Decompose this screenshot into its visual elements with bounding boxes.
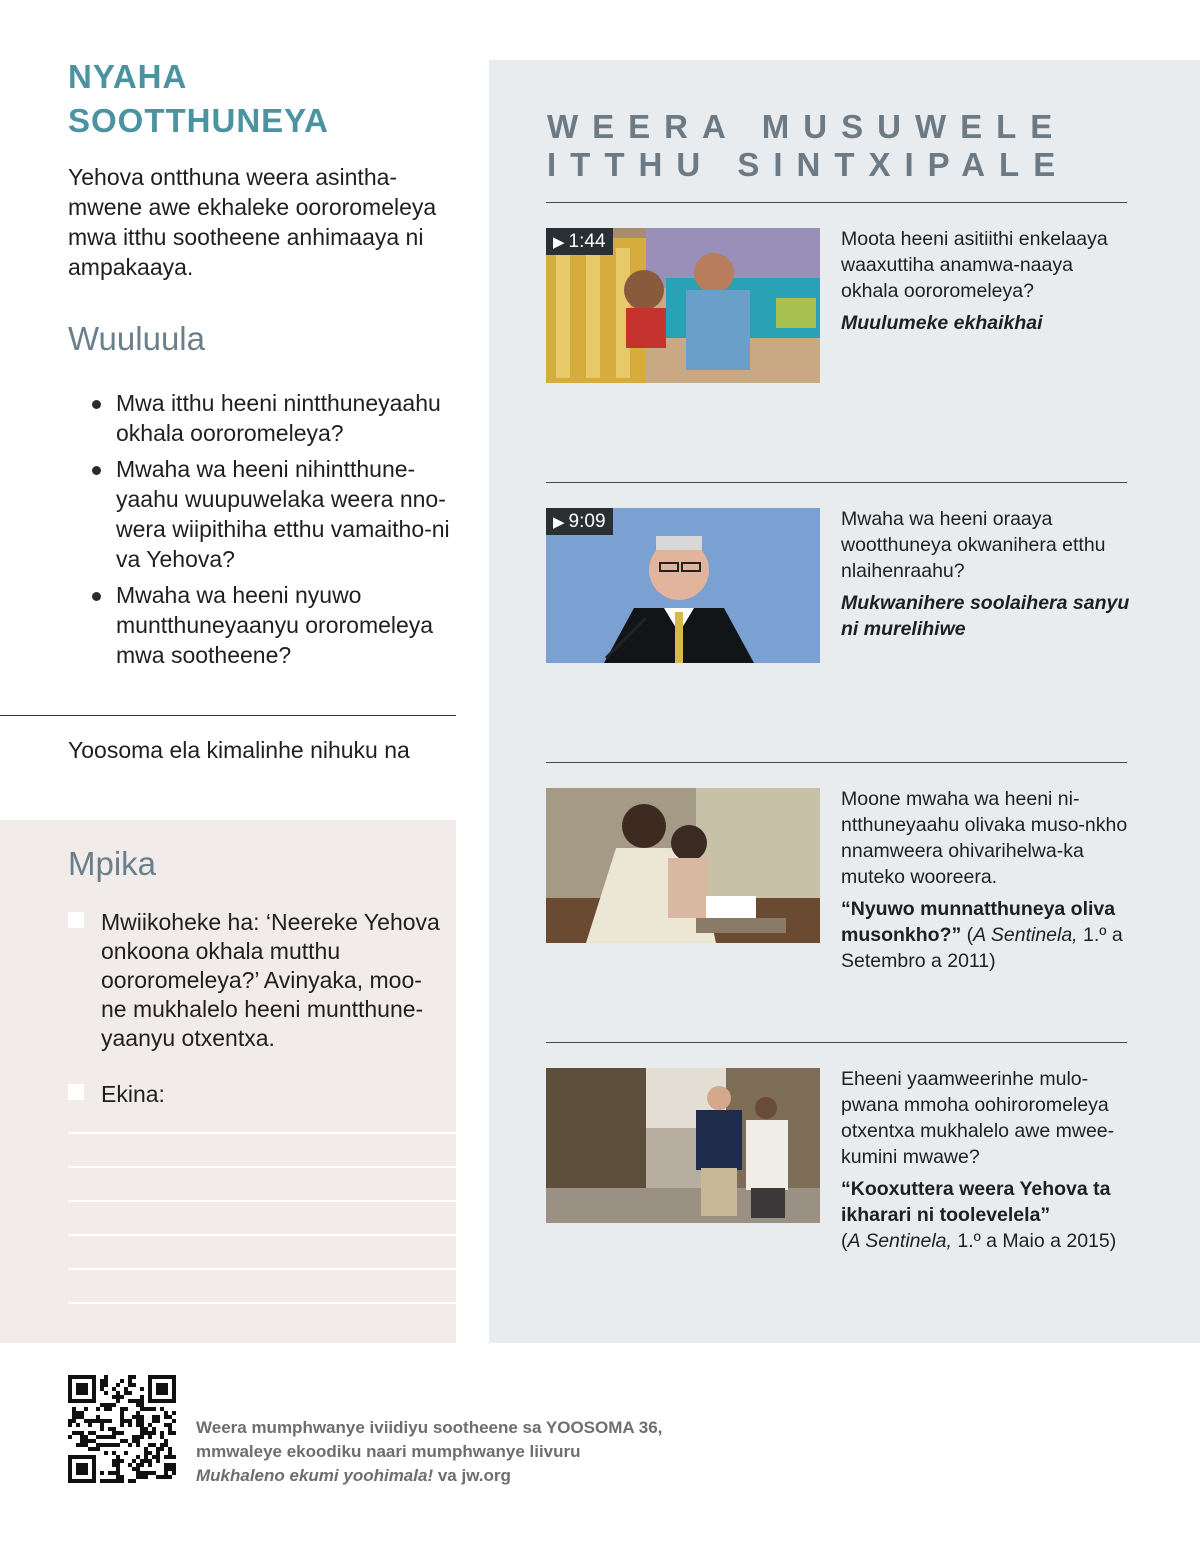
review-heading: Wuuluula xyxy=(68,320,205,357)
qr-code-icon[interactable] xyxy=(68,1375,176,1483)
list-item xyxy=(92,580,457,670)
divider xyxy=(546,1042,1127,1043)
item-reference[interactable]: Mukwanihere soolaihera sanyu ni murelihiwe xyxy=(841,592,1130,640)
footer-line2: mmwaleye ekoodiku naari mumphwanye liivuru xyxy=(196,1442,581,1461)
item-text-block xyxy=(841,1066,1131,1254)
write-line[interactable] xyxy=(68,1132,456,1134)
video-thumbnail[interactable] xyxy=(546,228,820,383)
footer-line3 xyxy=(196,1464,796,1488)
checkbox[interactable] xyxy=(68,912,84,928)
question-text: Mwa itthu heeni nintthuneyaahu okhala oororomeleya? xyxy=(116,390,441,446)
learn-more-panel xyxy=(489,60,1200,1343)
item-text-block xyxy=(841,226,1131,336)
bullet-icon xyxy=(92,592,101,601)
footer-note xyxy=(196,1416,796,1488)
video-thumbnail[interactable] xyxy=(546,508,820,663)
site-link[interactable]: va jw.org xyxy=(437,1466,511,1485)
write-line[interactable] xyxy=(68,1234,456,1236)
play-icon: ▶ xyxy=(553,234,565,251)
goal-text: Ekina: xyxy=(101,1081,165,1107)
divider xyxy=(546,762,1127,763)
question-text: Mwaha wa heeni nyuwo muntthuneyaanyu ororomeleya mwa sootheene? xyxy=(116,582,434,668)
item-text-block xyxy=(841,506,1131,642)
item-question: Moone mwaha wa heeni ni-ntthuneyaahu olivaka muso-nkho nnamweera ohivarihelwa-ka muteko wooreera. xyxy=(841,788,1128,888)
footer xyxy=(0,1343,1200,1543)
write-line[interactable] xyxy=(68,1268,456,1270)
learn-more-title xyxy=(547,108,1167,184)
article-image[interactable] xyxy=(546,1068,820,1223)
play-icon: ▶ xyxy=(553,514,565,531)
item-question: Eheeni yaamweerinhe mulo-pwana mmoha oohiroromeleya otxentxa mukhalelo awe mwee-kumini mwawe? xyxy=(841,1068,1115,1168)
divider xyxy=(546,482,1127,483)
list-item xyxy=(92,388,457,448)
intro-paragraph: Yehova ontthuna weera asintha-mwene awe ekhaleke oororomeleya mwa itthu sootheene anhimaaya ni ampakaaya. xyxy=(68,164,437,280)
write-line[interactable] xyxy=(68,1302,456,1304)
article-image[interactable] xyxy=(546,788,820,943)
item-reference[interactable]: “Nyuwo munnatthuneya oliva musonkho?” (A Sentinela, 1.º a Setembro a 2011) xyxy=(841,898,1123,972)
goal-text: Mwiikoheke ha: ‘Neereke Yehova onkoona okhala mutthu oororomeleya?’ Avinyaka, moo-ne mukhalelo heeni muntthune-yaanyu otxentxa. xyxy=(101,909,440,1051)
item-reference[interactable]: Muulumeke ekhaikhai xyxy=(841,312,1043,334)
learn-more-title-line2: ITTHU SINTXIPALE xyxy=(547,146,1070,183)
goals-heading: Mpika xyxy=(68,845,157,882)
question-text: Mwaha wa heeni nihintthune-yaahu wuupuwelaka weera nno-wera wiipithiha etthu vamaitho-ni va Yehova? xyxy=(116,456,450,572)
item-question: Moota heeni asitiithi enkelaaya waaxuttiha anamwa-naaya okhala oororomeleya? xyxy=(841,228,1108,302)
video-duration: ▶ 9:09 xyxy=(546,508,613,535)
item-question: Mwaha wa heeni oraaya wootthuneya okwanihera etthu nlaihenraahu? xyxy=(841,508,1106,582)
goals-panel xyxy=(0,820,456,1343)
bullet-icon xyxy=(92,400,101,409)
list-item xyxy=(92,454,457,574)
item-reference[interactable]: “Kooxuttera weera Yehova ta ikharari ni toolevelela” (A Sentinela, 1.º a Maio a 2015) xyxy=(841,1178,1117,1252)
footer-line1: Weera mumphwanye iviidiyu sootheene sa YOOSOMA 36, xyxy=(196,1418,663,1437)
book-title[interactable]: Mukhaleno ekumi yoohimala! xyxy=(196,1466,434,1485)
goal-item xyxy=(101,908,441,1053)
write-line[interactable] xyxy=(68,1200,456,1202)
write-line[interactable] xyxy=(68,1166,456,1168)
video-duration: ▶ 1:44 xyxy=(546,228,613,255)
checkbox[interactable] xyxy=(68,1084,84,1100)
article-photo xyxy=(546,788,820,943)
review-questions xyxy=(92,388,457,676)
lesson-title: NYAHA SOOTTHUNEYA xyxy=(68,58,329,139)
bullet-icon xyxy=(92,466,101,475)
goal-item-other xyxy=(101,1080,441,1109)
divider xyxy=(0,715,456,716)
learn-more-title-line1: WEERA MUSUWELE xyxy=(547,108,1067,145)
studied-date-label: Yoosoma ela kimalinhe nihuku na xyxy=(68,737,410,763)
divider xyxy=(546,202,1127,203)
item-text-block xyxy=(841,786,1131,974)
article-photo xyxy=(546,1068,820,1223)
